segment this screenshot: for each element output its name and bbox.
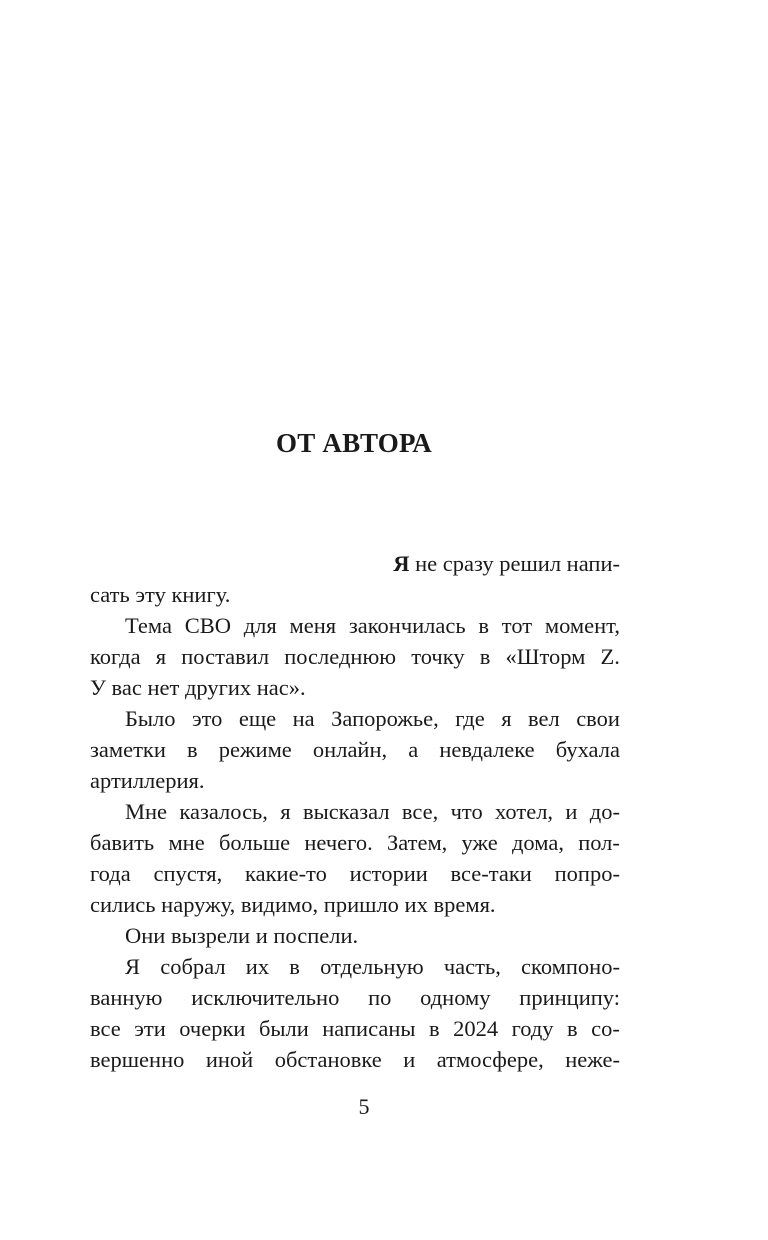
text-line <box>90 641 620 672</box>
word: скомпоно- <box>521 954 620 979</box>
word: со- <box>591 1016 620 1041</box>
word: обстановке <box>274 1047 382 1072</box>
word: году <box>511 1016 554 1041</box>
word: а <box>408 737 419 762</box>
word: на <box>292 706 315 731</box>
word: нечего. <box>304 830 373 855</box>
word: исключительно <box>191 985 340 1010</box>
text-line <box>90 1044 620 1075</box>
word: вершенно <box>90 1047 185 1072</box>
word: заметки <box>90 737 166 762</box>
word: точку <box>411 644 465 669</box>
word: одному <box>420 985 491 1010</box>
word: все <box>90 1016 121 1041</box>
word: «Шторм <box>505 644 586 669</box>
word: что <box>450 799 483 824</box>
word: это <box>191 706 223 731</box>
text-line: сать эту книгу. <box>90 582 231 607</box>
word: для <box>243 613 277 638</box>
word: казалось, <box>179 799 268 824</box>
word: СВО <box>184 613 231 638</box>
word: поставил <box>181 644 270 669</box>
initial-letter: Я <box>393 551 410 576</box>
text-lines <box>90 579 620 1075</box>
word: были <box>258 1016 309 1041</box>
body-text <box>90 548 620 1075</box>
word: эти <box>134 1016 166 1041</box>
word: тот <box>501 613 533 638</box>
word: бавить <box>90 830 155 855</box>
first-line <box>90 548 620 579</box>
word: в <box>567 1016 578 1041</box>
chapter-heading: ОТ АВТОРА <box>276 428 432 458</box>
text-line <box>90 610 620 641</box>
word: онлайн, <box>312 737 388 762</box>
word: пол- <box>578 830 620 855</box>
word: и <box>403 1047 416 1072</box>
word: хотел, <box>495 799 554 824</box>
word: Z. <box>600 644 620 669</box>
text-line: У вас нет других нас». <box>90 675 306 700</box>
page-number: 5 <box>358 1094 370 1119</box>
word: еще <box>238 706 277 731</box>
word: когда <box>90 644 141 669</box>
word: невдалеке <box>439 737 535 762</box>
word: в <box>428 1016 440 1041</box>
word: спустя, <box>153 861 223 886</box>
text-line <box>90 951 620 982</box>
text-line: сились наружу, видимо, пришло их время. <box>90 892 496 917</box>
word: по <box>368 985 392 1010</box>
word: уже <box>461 830 498 855</box>
word: до- <box>589 799 620 824</box>
word: попро- <box>554 861 620 886</box>
word: момент, <box>544 613 620 638</box>
word: последнюю <box>284 644 397 669</box>
word: истории <box>349 861 428 886</box>
word: режиме <box>218 737 292 762</box>
word: вел <box>528 706 560 731</box>
word: Тема <box>125 613 172 638</box>
word: в <box>479 644 491 669</box>
word: дома, <box>511 830 564 855</box>
word: свои <box>576 706 620 731</box>
word: принципу: <box>519 985 620 1010</box>
word: очерки <box>179 1016 246 1041</box>
word: ванную <box>90 985 163 1010</box>
word: закончилась <box>348 613 466 638</box>
text-line <box>90 827 620 858</box>
word: в <box>187 737 198 762</box>
word: какие-то <box>245 861 327 886</box>
word: Я <box>125 954 141 979</box>
word: я <box>155 644 167 669</box>
word: написаны <box>322 1016 416 1041</box>
word: в <box>478 613 490 638</box>
word: в <box>289 954 300 979</box>
text-line <box>90 858 620 889</box>
word: часть, <box>443 954 501 979</box>
text-line <box>90 734 620 765</box>
text-line: Они вызрели и поспели. <box>125 923 359 948</box>
text-line <box>90 703 620 734</box>
word: их <box>245 954 270 979</box>
word: где <box>455 706 485 731</box>
word: неже- <box>565 1047 620 1072</box>
word: отдельную <box>320 954 424 979</box>
text-line <box>90 982 620 1013</box>
word: года <box>90 861 131 886</box>
word: и <box>565 799 578 824</box>
word: Было <box>125 706 176 731</box>
word: я <box>280 799 291 824</box>
word: иной <box>205 1047 254 1072</box>
word: меня <box>289 613 337 638</box>
word: больше <box>218 830 291 855</box>
word: Затем, <box>386 830 448 855</box>
word: все, <box>401 799 439 824</box>
word: Мне <box>125 799 168 824</box>
word: Запорожье, <box>331 706 439 731</box>
word: собрал <box>160 954 226 979</box>
word: мне <box>168 830 205 855</box>
text-line <box>90 1013 620 1044</box>
text-line: артиллерия. <box>90 768 205 793</box>
word: бухала <box>555 737 620 762</box>
first-line-text: не сразу решил напи- <box>409 551 620 576</box>
word: атмосфере, <box>436 1047 544 1072</box>
word: я <box>501 706 512 731</box>
word: высказал <box>302 799 390 824</box>
text-line <box>90 796 620 827</box>
word: все-таки <box>450 861 532 886</box>
word: 2024 <box>453 1016 499 1041</box>
